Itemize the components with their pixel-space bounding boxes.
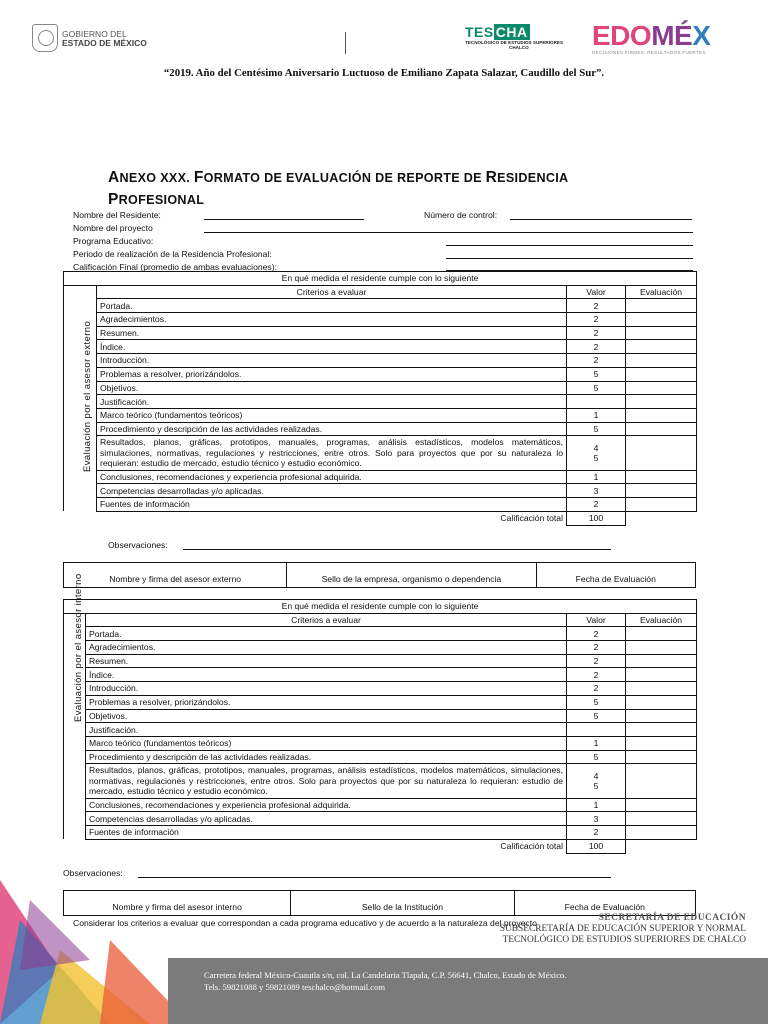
- value-cell: 1: [567, 798, 626, 812]
- evaluation-cell[interactable]: [626, 826, 697, 840]
- value-cell: 1: [567, 470, 626, 484]
- resident-name-label: Nombre del Residente:: [73, 210, 161, 220]
- table-row: [64, 750, 697, 764]
- external-observations-line[interactable]: [183, 549, 611, 550]
- criterion-cell: Procedimiento y descripción de las actividades realizadas.: [86, 750, 567, 764]
- project-name-line[interactable]: [204, 232, 693, 233]
- footer-contact: [204, 969, 566, 993]
- evaluation-cell[interactable]: [626, 668, 697, 682]
- table-row: [64, 668, 697, 682]
- evaluation-cell[interactable]: [626, 812, 697, 826]
- company-seal-cell[interactable]: Sello de la empresa, organismo o dependencia: [287, 563, 536, 587]
- edomex-slogan: DECISIONES FIRMES, RESULTADOS FUERTES.: [592, 50, 708, 55]
- resident-name-line[interactable]: [204, 219, 364, 220]
- criterion-cell: Problemas a resolver, priorizándolos.: [97, 367, 567, 381]
- criterion-cell: Fuentes de información: [97, 498, 567, 512]
- total-label: Calificación total: [500, 841, 563, 852]
- table-row: [64, 422, 697, 436]
- evaluation-cell[interactable]: [626, 470, 697, 484]
- evaluation-cell[interactable]: [626, 381, 697, 395]
- table-row: [64, 354, 697, 368]
- secretaria-line3: TECNOLÓGICO DE ESTUDIOS SUPERIORES DE CHALCO: [502, 935, 746, 945]
- table-row: [64, 723, 697, 737]
- criterion-cell: Marco teórico (fundamentos teóricos): [97, 408, 567, 422]
- evaluation-cell[interactable]: [626, 395, 697, 409]
- total-row: [64, 511, 697, 525]
- internal-evaluation-table: [63, 599, 697, 854]
- internal-evaluation-date-cell[interactable]: Fecha de Evaluación: [564, 902, 645, 912]
- external-evaluation-side-label: Evaluación por el asesor externo: [82, 320, 93, 472]
- criterion-cell: Introducción.: [86, 682, 567, 696]
- evaluation-cell[interactable]: [626, 709, 697, 723]
- criterion-cell: Justificación.: [86, 723, 567, 737]
- value-cell: 5: [567, 367, 626, 381]
- program-label: Programa Educativo:: [73, 236, 154, 246]
- value-cell: 5: [567, 422, 626, 436]
- table-heading: En qué medida el residente cumple con lo siguiente: [64, 600, 697, 614]
- total-value: 100: [567, 511, 626, 525]
- criteria-header: Criterios a evaluar: [86, 613, 567, 627]
- table-header-row: [64, 285, 697, 299]
- criteria-note: Considerar los criterios a evaluar que correspondan a cada programa educativo y de acuerdo a la naturaleza del proyecto: [73, 918, 537, 928]
- value-cell: 3: [567, 484, 626, 498]
- criterion-cell: Marco teórico (fundamentos teóricos): [86, 736, 567, 750]
- criterion-cell: Portada.: [97, 299, 567, 313]
- evaluation-cell[interactable]: [626, 723, 697, 737]
- edomex-b: MÉ: [651, 20, 693, 51]
- evaluation-cell[interactable]: [626, 736, 697, 750]
- evaluation-cell[interactable]: [626, 326, 697, 340]
- gov-logo-text: [62, 30, 147, 48]
- criterion-cell: Resultados, planos, gráficas, prototipos, manuales, programas, análisis estadísticos, modelos matemáticos, simulaciones, normativas, regulaciones y restricciones, entre otros. Solo para proyectos que por su naturaleza lo requieran: estudio de mercado, estudio técnico y estudio económico.: [97, 436, 567, 471]
- table-row: [64, 408, 697, 422]
- external-observations-label: Observaciones:: [108, 540, 168, 550]
- control-number-line[interactable]: [510, 219, 692, 220]
- secretaria-line2: SUBSECRETARÍA DE EDUCACIÓN SUPERIOR Y NORMAL: [499, 924, 746, 934]
- table-row: [64, 695, 697, 709]
- value-cell: 5: [567, 695, 626, 709]
- value-header: Valor: [567, 285, 626, 299]
- internal-advisor-signature-cell[interactable]: Nombre y firma del asesor interno: [64, 891, 291, 915]
- value-cell: 2: [567, 682, 626, 696]
- table-row: [64, 812, 697, 826]
- institution-seal-cell[interactable]: Sello de la Institución: [291, 891, 514, 915]
- total-value: 100: [567, 839, 626, 853]
- table-row: [64, 436, 697, 471]
- evaluation-cell[interactable]: [626, 654, 697, 668]
- value-cell: 4 5: [567, 764, 626, 799]
- value-cell: 3: [567, 812, 626, 826]
- external-signature-box: [63, 562, 696, 588]
- evaluation-cell[interactable]: [626, 695, 697, 709]
- evaluation-cell[interactable]: [626, 299, 697, 313]
- value-cell: [567, 723, 626, 737]
- final-grade-label: Calificación Final (promedio de ambas evaluaciones):: [73, 262, 277, 272]
- tescha-cha: CHA: [495, 24, 528, 40]
- tescha-subtitle: TECNOLÓGICO DE ESTUDIOS SUPERIORES: [465, 40, 564, 45]
- table-row: [64, 654, 697, 668]
- criterion-cell: Problemas a resolver, priorizándolos.: [86, 695, 567, 709]
- evaluation-cell[interactable]: [626, 682, 697, 696]
- value-cell: 4 5: [567, 436, 626, 471]
- table-header-row: [64, 613, 697, 627]
- value-cell: 2: [567, 313, 626, 327]
- table-row: [64, 313, 697, 327]
- header-divider: [345, 32, 346, 54]
- criteria-header: Criterios a evaluar: [97, 285, 567, 299]
- table-heading-row: [64, 600, 697, 614]
- evaluation-cell[interactable]: [626, 354, 697, 368]
- period-line[interactable]: [446, 258, 693, 259]
- value-cell: 1: [567, 736, 626, 750]
- value-cell: 5: [567, 381, 626, 395]
- evaluation-cell[interactable]: [626, 498, 697, 512]
- evaluation-cell[interactable]: [626, 367, 697, 381]
- value-cell: 2: [567, 627, 626, 641]
- tescha-tes: TES: [465, 24, 494, 40]
- evaluation-cell[interactable]: [626, 422, 697, 436]
- tescha-logo: [465, 24, 585, 50]
- evaluation-cell[interactable]: [626, 798, 697, 812]
- criterion-cell: Objetivos.: [86, 709, 567, 723]
- value-cell: [567, 395, 626, 409]
- secretaria-block: [500, 913, 746, 946]
- table-row: [64, 627, 697, 641]
- criterion-cell: Competencias desarrolladas y/o aplicadas.: [86, 812, 567, 826]
- internal-evaluation-side-label: Evaluación por el asesor interno: [73, 573, 84, 722]
- evaluation-header: Evaluación: [626, 285, 697, 299]
- table-row: [64, 764, 697, 799]
- value-cell: 1: [567, 408, 626, 422]
- edomex-a: EDO: [592, 20, 652, 51]
- table-row: [64, 736, 697, 750]
- table-row: [64, 367, 697, 381]
- value-cell: 2: [567, 654, 626, 668]
- value-header: Valor: [567, 613, 626, 627]
- value-cell: 2: [567, 826, 626, 840]
- tescha-place: CHALCO: [509, 45, 529, 50]
- gov-line1: GOBIERNO DEL: [62, 29, 127, 39]
- edomex-c: X: [692, 20, 711, 51]
- criterion-cell: Justificación.: [97, 395, 567, 409]
- project-name-label: Nombre del proyecto: [73, 223, 153, 233]
- criterion-cell: Conclusiones, recomendaciones y experiencia profesional adquirida.: [86, 798, 567, 812]
- table-row: [64, 498, 697, 512]
- evaluation-cell[interactable]: [626, 340, 697, 354]
- criterion-cell: Índice.: [86, 668, 567, 682]
- criterion-cell: Portada.: [86, 627, 567, 641]
- year-motto: “2019. Año del Centésimo Aniversario Luctuoso de Emiliano Zapata Salazar, Caudillo del Sur”.: [163, 67, 605, 79]
- evaluation-header: Evaluación: [626, 613, 697, 627]
- program-line[interactable]: [446, 245, 693, 246]
- table-row: [64, 299, 697, 313]
- evaluation-cell[interactable]: [626, 627, 697, 641]
- criterion-cell: Procedimiento y descripción de las actividades realizadas.: [97, 422, 567, 436]
- table-heading-row: [64, 272, 697, 286]
- total-label: Calificación total: [500, 513, 563, 524]
- external-evaluation-table: [63, 271, 697, 526]
- criterion-cell: Agradecimientos.: [86, 641, 567, 655]
- internal-observations-label: Observaciones:: [63, 868, 123, 878]
- criterion-cell: Resumen.: [86, 654, 567, 668]
- table-heading: En qué medida el residente cumple con lo siguiente: [64, 272, 697, 286]
- evaluation-cell[interactable]: [626, 641, 697, 655]
- evaluation-cell[interactable]: [626, 436, 697, 471]
- value-cell: 2: [567, 299, 626, 313]
- criterion-cell: Objetivos.: [97, 381, 567, 395]
- criterion-cell: Resumen.: [97, 326, 567, 340]
- footer-phones-email: Tels. 59821088 y 59821089 teschalco@hotmail.com: [204, 982, 386, 992]
- table-row: [64, 470, 697, 484]
- total-row: [64, 839, 697, 853]
- table-row: [64, 326, 697, 340]
- evaluation-cell[interactable]: [626, 408, 697, 422]
- state-coat-of-arms-icon: [32, 24, 58, 52]
- value-cell: 2: [567, 340, 626, 354]
- evaluation-cell[interactable]: [626, 313, 697, 327]
- document-title: ANEXO XXX. FORMATO DE EVALUACIÓN DE REPORTE DE RESIDENCIA PROFESIONAL: [108, 169, 569, 208]
- evaluation-cell[interactable]: [626, 484, 697, 498]
- table-row: [64, 381, 697, 395]
- value-cell: 2: [567, 326, 626, 340]
- value-cell: 2: [567, 641, 626, 655]
- period-label: Periodo de realización de la Residencia Profesional:: [73, 249, 272, 259]
- footer-address: Carretera federal México-Cuautla s/n, col. La Candelaria Tlapala, C.P. 56641, Chalco, Estado de México.: [204, 970, 567, 980]
- table-row: [64, 484, 697, 498]
- table-row: [64, 340, 697, 354]
- control-number-label: Número de control:: [424, 210, 498, 220]
- deco-purple-triangle: [20, 900, 90, 970]
- table-row: [64, 682, 697, 696]
- table-row: [64, 798, 697, 812]
- edomex-logo: [592, 20, 742, 55]
- table-row: [64, 395, 697, 409]
- external-advisor-signature-cell[interactable]: Nombre y firma del asesor externo: [64, 563, 287, 587]
- value-cell: 2: [567, 668, 626, 682]
- criterion-cell: Competencias desarrolladas y/o aplicadas.: [97, 484, 567, 498]
- criterion-cell: Fuentes de información: [86, 826, 567, 840]
- value-cell: 5: [567, 750, 626, 764]
- internal-observations-line[interactable]: [138, 877, 611, 878]
- table-row: [64, 709, 697, 723]
- table-row: [64, 641, 697, 655]
- decorative-triangles: [0, 880, 190, 1024]
- evaluation-cell[interactable]: [626, 750, 697, 764]
- external-evaluation-date-cell[interactable]: Fecha de Evaluación: [575, 574, 656, 584]
- criterion-cell: Índice.: [97, 340, 567, 354]
- evaluation-cell[interactable]: [626, 764, 697, 799]
- table-row: [64, 826, 697, 840]
- value-cell: 2: [567, 498, 626, 512]
- value-cell: 2: [567, 354, 626, 368]
- criterion-cell: Introducción.: [97, 354, 567, 368]
- criterion-cell: Conclusiones, recomendaciones y experiencia profesional adquirida.: [97, 470, 567, 484]
- criterion-cell: Agradecimientos.: [97, 313, 567, 327]
- secretaria-line1: SECRETARÍA DE EDUCACIÓN: [598, 913, 746, 923]
- value-cell: 5: [567, 709, 626, 723]
- criterion-cell: Resultados, planos, gráficas, prototipos, manuales, programas, análisis estadísticos, modelos matemáticos, simulaciones, normativas, regulaciones y restricciones, entre otros. Solo para proyectos que por su naturaleza lo requieran: estudio de mercado, estudio técnico y estudio económico.: [86, 764, 567, 799]
- gov-line2: ESTADO DE MÉXICO: [62, 38, 147, 48]
